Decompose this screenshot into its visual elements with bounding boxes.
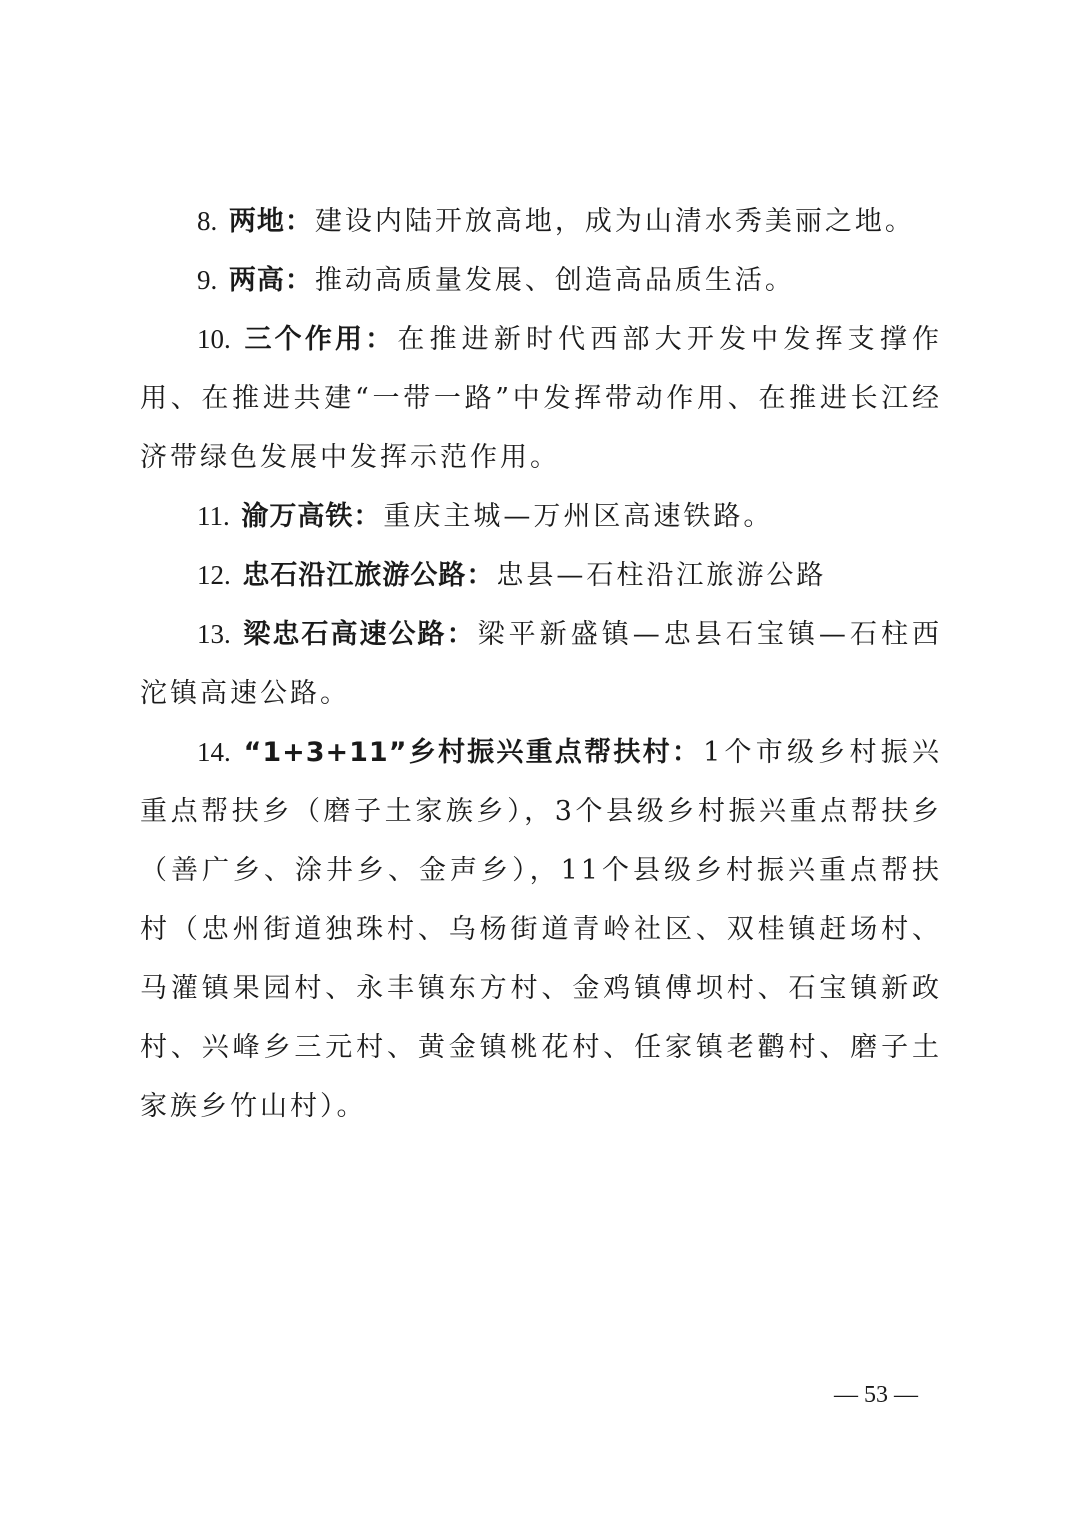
entry-term: 渝万高铁 (241, 501, 354, 532)
entry-definition: 梁平新盛镇—忠县石宝镇—石柱西沱镇高速公路。 (140, 619, 943, 709)
entry-number: 9. (197, 265, 218, 295)
entry-number: 8. (197, 206, 218, 236)
entry-definition: 推动高质量发展、创造高品质生活。 (314, 265, 795, 296)
entry-definition: 在推进新时代西部大开发中发挥支撑作用、在推进共建“一带一路”中发挥带动作用、在推进长江经济带绿色发展中发挥示范作用。 (140, 324, 943, 473)
glossary-entry-11 (140, 487, 942, 546)
entry-number: 12. (197, 560, 231, 590)
entry-colon: ： (466, 560, 497, 591)
entry-definition: 建设内陆开放高地，成为山清水秀美丽之地。 (314, 206, 915, 237)
entry-number: 14. (197, 737, 231, 767)
page-number: — 53 — (834, 1382, 918, 1408)
entry-colon: ： (284, 265, 315, 296)
entry-term: “1+3+11”乡村振兴重点帮扶村 (243, 737, 672, 768)
glossary-entry-12 (140, 546, 942, 605)
glossary-list (140, 192, 942, 1136)
entry-term: 三个作用 (244, 324, 366, 355)
entry-term: 忠石沿江旅游公路 (242, 560, 467, 591)
entry-colon: ： (365, 324, 398, 355)
entry-number: 11. (197, 501, 230, 531)
glossary-entry-13 (140, 605, 942, 723)
entry-number: 13. (197, 619, 231, 649)
entry-colon: ： (671, 737, 704, 768)
entry-colon: ： (353, 501, 384, 532)
glossary-entry-8 (140, 192, 942, 251)
entry-number: 10. (197, 324, 231, 354)
entry-colon: ： (446, 619, 478, 650)
entry-term: 两高 (228, 265, 285, 296)
entry-colon: ： (284, 206, 315, 237)
glossary-entry-10 (140, 310, 942, 487)
glossary-entry-9 (140, 251, 942, 310)
entry-definition: 重庆主城—万州区高速铁路。 (383, 501, 774, 532)
entry-definition: 1个市级乡村振兴重点帮扶乡（磨子土家族乡），3个县级乡村振兴重点帮扶乡（善广乡、涂井乡、金声乡），11个县级乡村振兴重点帮扶村（忠州街道独珠村、乌杨街道青岭社区、双桂镇赶场村、马灌镇果园村、永丰镇东方村、金鸡镇傅坝村、石宝镇新政村、兴峰乡三元村、黄金镇桃花村、任家镇老鹳村、磨子土家族乡竹山村）。 (140, 737, 942, 1122)
entry-term: 梁忠石高速公路 (243, 619, 447, 650)
entry-definition: 忠县—石柱沿江旅游公路 (496, 560, 827, 591)
glossary-entry-14 (140, 723, 942, 1136)
entry-term: 两地 (228, 206, 285, 237)
